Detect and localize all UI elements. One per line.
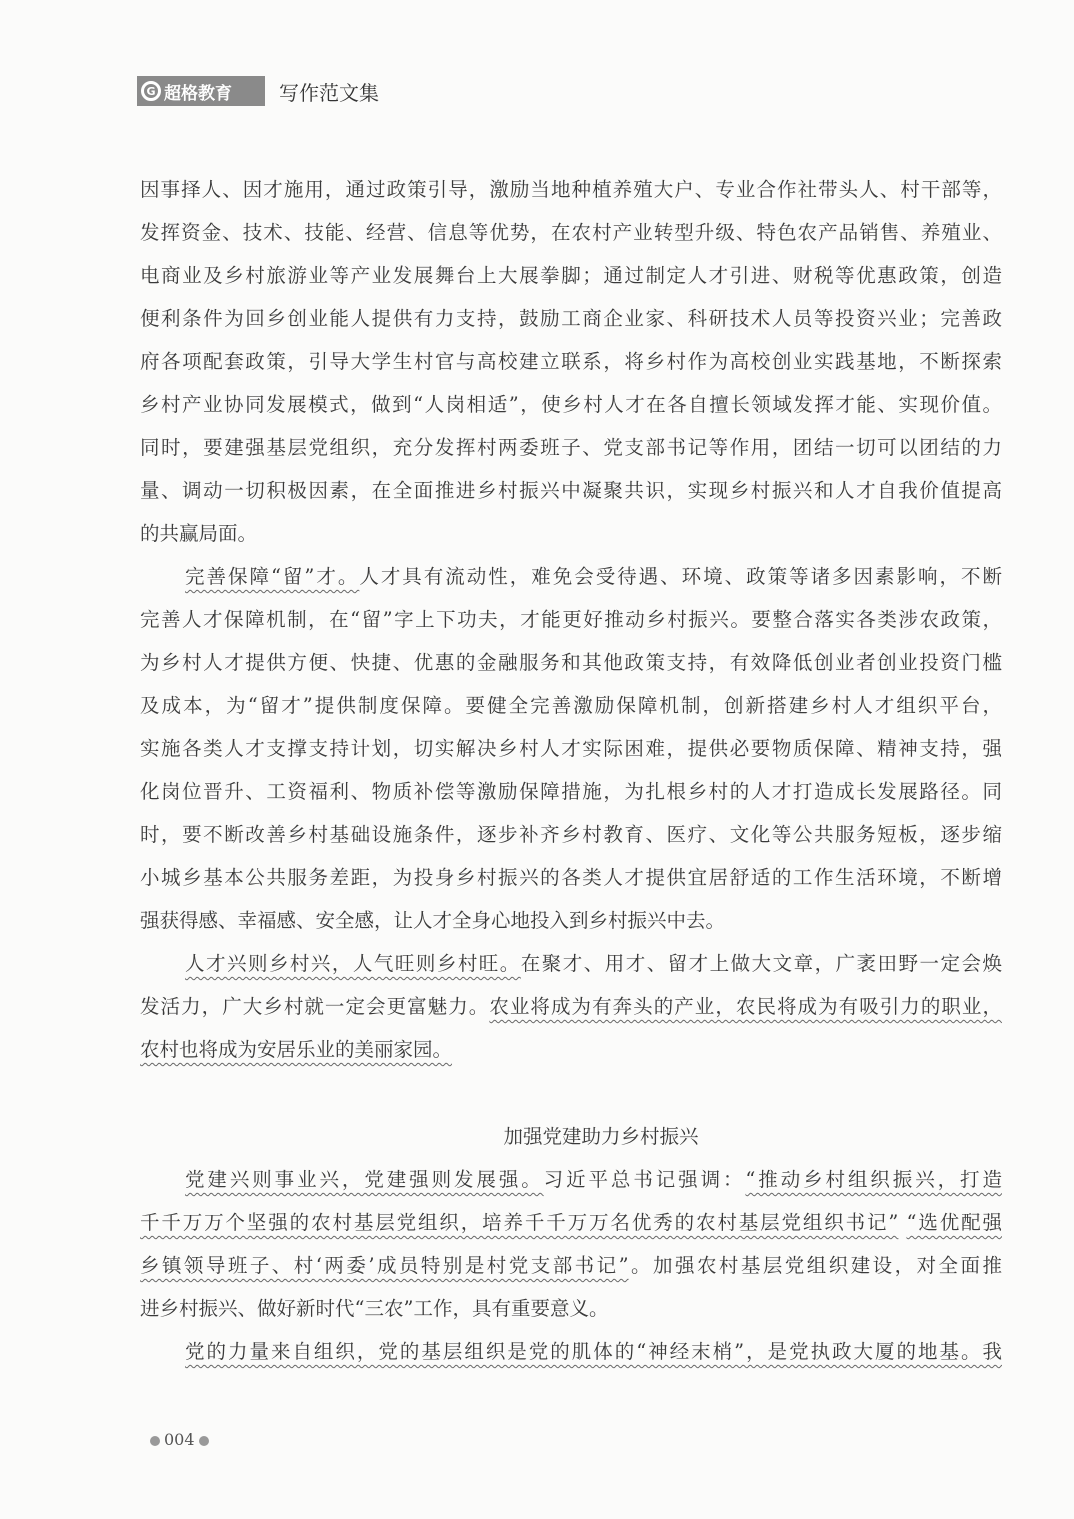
- text-segment: 加强党建助力乡村振兴: [503, 1125, 699, 1148]
- text-line: [140, 430, 1002, 473]
- text-segment: 便利条件为回乡创业能人提供有力支持，鼓励工商企业家、科研技术人员等投资兴业；完善政: [140, 307, 1002, 330]
- text-line: [140, 387, 1002, 430]
- text-segment: 因事择人、因才施用，通过政策引导，激励当地种植养殖大户、专业合作社带头人、村干部等，: [140, 178, 1002, 201]
- text-line: [140, 1162, 1002, 1205]
- text-segment: 时，要不断改善乡村基础设施条件，逐步补齐乡村教育、医疗、文化等公共服务短板，逐步缩: [140, 823, 1002, 846]
- logo-g-icon: G: [141, 81, 161, 101]
- ornament-right-icon: [199, 1436, 209, 1446]
- text-line: [140, 1248, 1002, 1291]
- text-segment: 发挥资金、技术、技能、经营、信息等优势，在农村产业转型升级、特色农产品销售、养殖业、: [140, 221, 1002, 244]
- text-segment: 的共赢局面。: [140, 522, 258, 545]
- text-line: [140, 602, 1002, 645]
- publisher-logo: [137, 76, 265, 106]
- text-segment: 量、调动一切积极因素，在全面推进乡村振兴中凝聚共识，实现乡村振兴和人才自我价值提高: [140, 479, 1002, 502]
- book-title: 写作范文集: [279, 80, 379, 105]
- text-segment: 。加强农村基层党组织建设，对全面推: [628, 1254, 1002, 1277]
- text-segment: 电商业及乡村旅游业等产业发展舞台上大展拳脚；通过制定人才引进、财税等优惠政策，创造: [140, 264, 1002, 287]
- text-line: [140, 1291, 1002, 1334]
- body-text: [140, 172, 1002, 1377]
- text-line: [140, 860, 1002, 903]
- text-segment: 小城乡基本公共服务差距，为投身乡村振兴的各类人才提供宜居舒适的工作生活环境，不断增: [140, 866, 1002, 889]
- text-line: [140, 731, 1002, 774]
- underlined-text: 人才兴则乡村兴，人气旺则乡村旺。: [185, 952, 521, 975]
- underlined-text: 乡镇领导班子、村‘两委’成员特别是村党支部书记”: [140, 1254, 629, 1277]
- page-header: [137, 76, 379, 106]
- text-line: [140, 473, 1002, 516]
- underlined-text: “推动乡村组织振兴，打造: [745, 1168, 1002, 1191]
- text-line: [140, 516, 1002, 559]
- text-line: [140, 215, 1002, 258]
- text-segment: 乡村产业协同发展模式，做到“人岗相适”，使乡村人才在各自擅长领域发挥才能、实现价值。: [140, 393, 1002, 416]
- page-number: 004: [164, 1430, 195, 1449]
- text-segment: 强获得感、幸福感、安全感，让人才全身心地投入到乡村振兴中去。: [140, 909, 726, 932]
- underlined-text: 农村也将成为安居乐业的美丽家园。: [140, 1038, 453, 1061]
- underlined-text: 完善保障“留”才。: [185, 565, 360, 588]
- text-segment: 及成本，为“留才”提供制度保障。要健全完善激励保障机制，创新搭建乡村人才组织平台，: [140, 694, 1002, 717]
- text-line: [140, 817, 1002, 860]
- text-line: [140, 258, 1002, 301]
- text-line: [140, 774, 1002, 817]
- page-footer: [146, 1430, 213, 1449]
- text-line: [140, 1334, 1002, 1377]
- text-line: [140, 1205, 1002, 1248]
- text-line: [140, 989, 1002, 1032]
- text-line: [140, 301, 1002, 344]
- logo-text: 超格教育: [164, 83, 232, 104]
- section-heading: [140, 1119, 1002, 1162]
- underlined-text: 千千万万个坚强的农村基层党组织，培养千千万万名优秀的农村基层党组织书记”: [140, 1211, 899, 1234]
- underlined-text: “选优配强: [906, 1211, 1002, 1234]
- underlined-text: 农业将成为有奔头的产业，农民将成为有吸引力的职业，: [489, 995, 1002, 1018]
- text-segment: 人才具有流动性，难免会受待遇、环境、政策等诸多因素影响，不断: [359, 565, 1002, 588]
- text-segment: 同时，要建强基层党组织，充分发挥村两委班子、党支部书记等作用，团结一切可以团结的力: [140, 436, 1002, 459]
- text-line: [140, 903, 1002, 946]
- text-line: [140, 645, 1002, 688]
- text-segment: 实施各类人才支撑支持计划，切实解决乡村人才实际困难，提供必要物质保障、精神支持，强: [140, 737, 1002, 760]
- underlined-text: 党建兴则事业兴，党建强则发展强。: [185, 1168, 544, 1191]
- text-line: [140, 1032, 1002, 1075]
- text-segment: 习近平总书记强调：: [543, 1168, 746, 1191]
- text-line: [140, 344, 1002, 387]
- underlined-text: 党的力量来自组织，党的基层组织是党的肌体的“神经末梢”，是党执政大厦的地基。我: [185, 1340, 1002, 1363]
- ornament-left-icon: [150, 1436, 160, 1446]
- text-segment: 进乡村振兴、做好新时代“三农”工作，具有重要意义。: [140, 1297, 609, 1320]
- text-line: [140, 172, 1002, 215]
- section-gap: [140, 1075, 1002, 1119]
- text-segment: 府各项配套政策，引导大学生村官与高校建立联系，将乡村作为高校创业实践基地，不断探索: [140, 350, 1002, 373]
- text-segment: 为乡村人才提供方便、快捷、优惠的金融服务和其他政策支持，有效降低创业者创业投资门槛: [140, 651, 1002, 674]
- text-segment: 完善人才保障机制，在“留”字上下功夫，才能更好推动乡村振兴。要整合落实各类涉农政策，: [140, 608, 1002, 631]
- text-segment: 化岗位晋升、工资福利、物质补偿等激励保障措施，为扎根乡村的人才打造成长发展路径。同: [140, 780, 1002, 803]
- text-line: [140, 559, 1002, 602]
- text-segment: 在聚才、用才、留才上做大文章，广袤田野一定会焕: [520, 952, 1002, 975]
- text-line: [140, 946, 1002, 989]
- text-segment: 发活力，广大乡村就一定会更富魅力。: [140, 995, 490, 1018]
- text-line: [140, 688, 1002, 731]
